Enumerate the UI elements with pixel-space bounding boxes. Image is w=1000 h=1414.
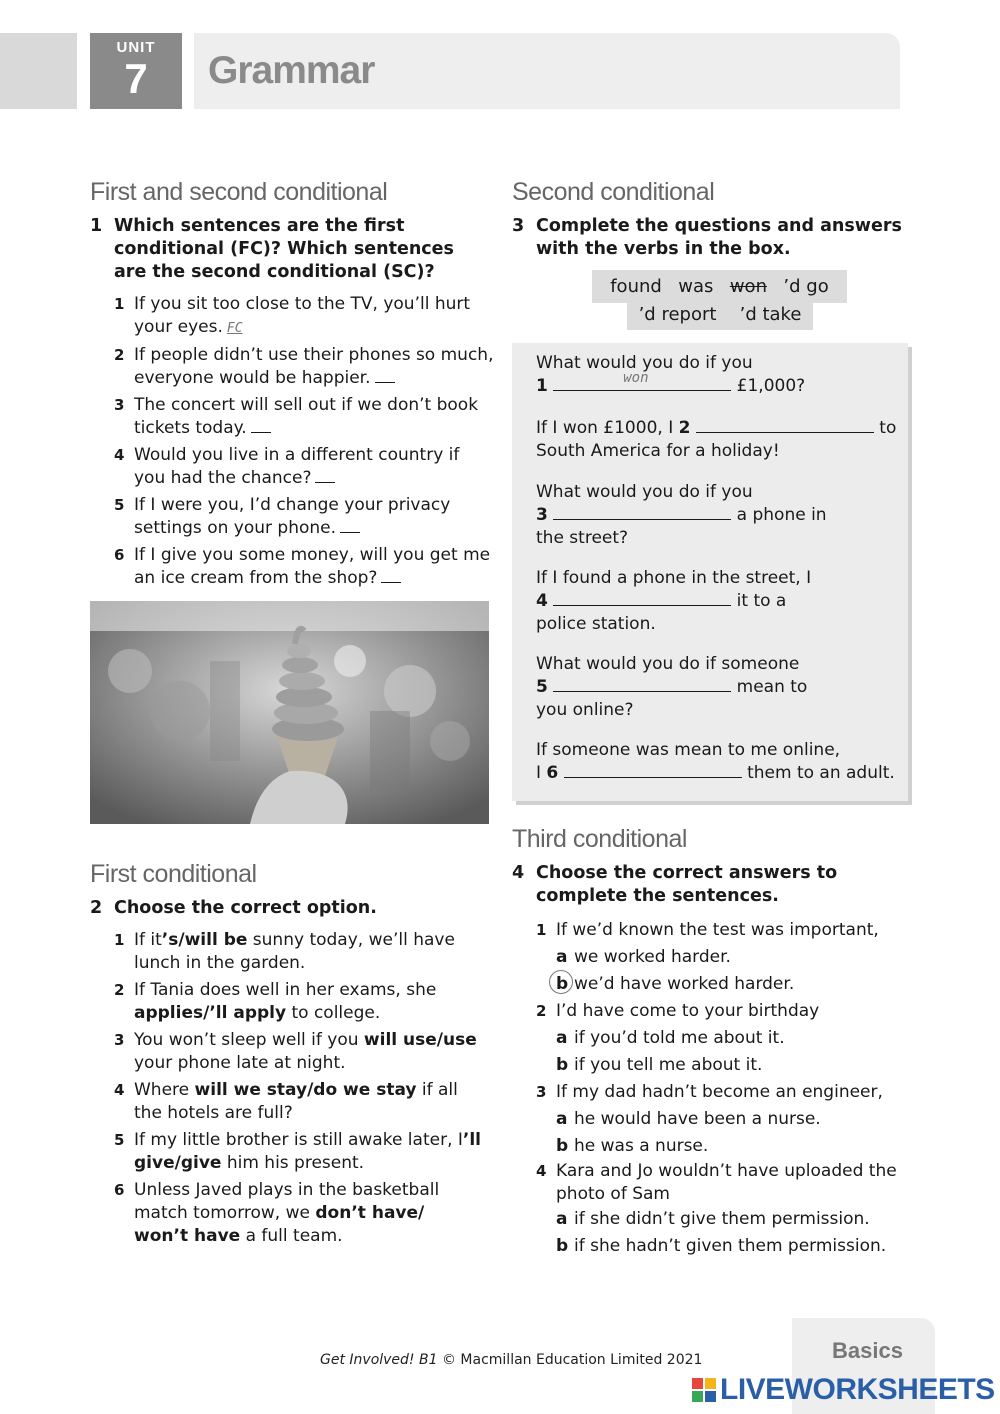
option-letter: a [556,1209,568,1229]
header-left-block [0,33,77,109]
item-text: Kara and Jo wouldn’t have uploaded the photo of Sam [556,1161,897,1204]
question-text: them to an adult. [747,763,895,783]
item-number: 4 [114,446,125,464]
list-item [114,1129,484,1175]
item-text: If Tania does well in her exams, she [134,980,437,1000]
item-text: Would you live in a different country if you had the chance? [134,445,460,488]
option-letter: b [556,974,569,994]
item-text: him his present. [221,1153,365,1173]
list-item [114,444,494,490]
option-a[interactable] [556,944,916,971]
exercise-2-instruction [90,897,490,920]
item-number: 3 [536,505,548,525]
option-letter: a [556,947,568,967]
question-text: you online? [536,700,634,720]
item-text: to college. [286,1003,381,1023]
option-b-selected[interactable] [556,971,916,998]
item-number: 2 [114,981,125,999]
option-letter: a [556,1028,568,1048]
item-number: 2 [678,418,691,438]
list-item [114,929,484,975]
ice-cream-illustration [90,601,489,824]
item-number: 3 [536,1083,547,1101]
list-item [114,494,494,540]
option-text: we worked harder. [574,947,731,967]
question-text: the street? [536,528,629,548]
option-letter: b [556,1236,569,1256]
ice-cream-photo [90,601,489,824]
item-text: sunny today, we’ll have lunch in the garden. [134,930,455,973]
question-text: What would you do if you [536,482,753,502]
item-number: 6 [546,763,559,783]
question-3 [536,481,827,550]
answer-field[interactable] [315,469,335,483]
item-text: If it [134,930,162,950]
question-text: If someone was mean to me online, [536,740,841,760]
copyright-text: © Macmillan Education Limited 2021 [437,1352,703,1368]
question-5 [536,653,807,722]
question-text: police station. [536,614,656,634]
exercise-3-panel [512,343,908,801]
item-number: 6 [114,1181,125,1199]
liveworksheets-brand[interactable] [692,1373,995,1407]
option-choice[interactable]: ’s/will be [161,930,248,950]
question-text: it to a [736,591,787,611]
item-text: You won’t sleep well if you [134,1030,364,1050]
option-choice[interactable]: don’t have/ won’t have [134,1203,425,1246]
instruction-text: Choose the correct answers to complete the sentences. [536,863,838,906]
item-number: 2 [114,346,125,364]
answer-field[interactable] [340,519,360,533]
word-box-item: ’d report [638,303,717,325]
item-text: I’d have come to your birthday [556,1001,820,1021]
exercise-4-list [536,917,916,1260]
page-title: Grammar [208,49,375,92]
section-title-third-conditional: Third conditional [512,825,687,853]
word-box-item: found [610,276,662,297]
question-text: £1,000? [736,376,806,396]
answer-field[interactable] [375,369,395,383]
item-text: Where [134,1080,195,1100]
item-number: 1 [536,376,548,396]
unit-label: UNIT [116,39,156,56]
item-text: The concert will sell out if we don’t book tickets today. [134,395,479,438]
item-text: if all the hotels are full? [134,1080,458,1123]
exercise-1-list [114,293,494,594]
item-text: your phone late at night. [134,1053,346,1073]
item-text: If people didn’t use their phones so much, everyone would be happier. [134,345,494,388]
list-item [114,344,494,390]
section-title-second-conditional: Second conditional [512,178,715,206]
list-item [114,293,494,340]
answer-field[interactable] [553,370,731,391]
instruction-text: Choose the correct option. [114,898,377,918]
item-number: 1 [114,931,125,949]
question-text: South America for a holiday! [536,441,780,461]
answer-field[interactable] [251,419,271,433]
list-item [114,979,484,1025]
item-number: 1 [114,295,125,313]
answer-field[interactable] [564,762,742,778]
list-item [536,917,916,998]
item-text: If I were you, I’d change your privacy settings on your phone. [134,495,451,538]
list-item [114,544,494,590]
option-letter: b [556,1136,569,1156]
word-box-row-2 [627,298,813,330]
handwritten-answer: won [623,370,649,386]
brand-text: LIVEWORKSHEETS [720,1373,995,1406]
question-text: a phone in [736,505,827,525]
basics-label: Basics [832,1338,903,1363]
item-text: If I give you some money, will you get me an ice cream from the shop? [134,545,491,588]
exercise-3-instruction [512,215,912,261]
option-b[interactable] [556,1233,916,1260]
list-item [114,1079,484,1125]
option-text: if she hadn’t given them permission. [574,1236,887,1256]
option-choice[interactable]: ’ll give/give [134,1130,482,1173]
item-number: 6 [114,546,125,564]
item-text: If we’d known the test was important, [556,920,879,940]
item-number: 4 [536,591,548,611]
option-text: if she didn’t give them permission. [574,1209,870,1229]
list-item [114,1179,484,1248]
question-2 [536,417,896,463]
option-choice[interactable]: will use/use [363,1030,477,1050]
item-number: 4 [114,1081,125,1099]
list-item [536,1079,916,1160]
question-text: I [536,763,542,783]
option-choice[interactable]: will we stay/do we stay [194,1080,417,1100]
item-number: 1 [536,921,547,939]
question-1 [536,352,805,398]
list-item [536,998,916,1079]
word-box-item: ’d go [783,276,829,297]
option-text: he was a nurse. [574,1136,709,1156]
exercise-number: 1 [90,216,103,236]
option-a[interactable] [556,1025,916,1052]
exercise-number: 2 [90,898,103,918]
option-b[interactable] [556,1133,916,1160]
list-item [114,1029,484,1075]
option-text: we’d have worked harder. [574,974,795,994]
item-text: If my little brother is still awake later, I [134,1130,463,1150]
list-item [536,1160,916,1260]
item-number: 5 [114,1131,125,1149]
option-text: he would have been a nurse. [574,1109,821,1129]
item-text: If my dad hadn’t become an engineer, [556,1082,883,1102]
liveworksheets-logo-icon [692,1378,716,1402]
option-letter: a [556,1109,568,1129]
item-number: 4 [536,1162,547,1180]
question-text: mean to [736,677,808,697]
question-text: What would you do if someone [536,654,800,674]
answer-field[interactable] [553,504,731,520]
item-number: 3 [114,396,125,414]
question-6 [536,739,895,785]
item-number: 5 [114,496,125,514]
option-b[interactable] [556,1052,916,1079]
word-box-item-used: won [729,276,767,297]
unit-badge [90,33,182,109]
option-letter: b [556,1055,569,1075]
exercise-number: 4 [512,863,525,883]
item-number: 5 [536,677,548,697]
item-text: a full team. [240,1226,343,1246]
exercise-2-list [114,929,484,1252]
item-number: 3 [114,1031,125,1049]
word-box-item: ’d take [739,303,802,325]
section-title-first-conditional: First conditional [90,860,257,888]
footer-copyright [320,1352,702,1368]
answer-field[interactable]: FC [226,321,243,336]
option-a[interactable] [556,1106,916,1133]
option-choice[interactable]: applies/’ll apply [134,1003,287,1023]
option-text: if you’d told me about it. [574,1028,785,1048]
exercise-number: 3 [512,216,525,236]
word-box-item: was [678,276,714,297]
option-text: if you tell me about it. [574,1055,763,1075]
answer-field[interactable] [381,569,401,583]
item-number: 2 [536,1002,547,1020]
book-title: Get Involved! B1 [320,1352,438,1368]
question-text: If I found a phone in the street, I [536,568,812,588]
list-item [114,394,494,440]
question-text: to [879,418,897,438]
question-text: If I won £1000, I [536,418,674,438]
option-a[interactable] [556,1206,916,1233]
instruction-text: Complete the questions and answers with the verbs in the box. [536,216,902,259]
answer-field[interactable] [553,590,731,606]
exercise-1-instruction [90,215,490,284]
answer-field[interactable] [553,676,731,692]
exercise-4-instruction [512,862,912,908]
section-title-first-second-conditional: First and second conditional [90,178,388,206]
unit-number: 7 [124,55,148,102]
instruction-text: Which sentences are the first conditional (FC)? Which sentences are the second conditional (SC)? [114,216,454,282]
answer-field[interactable] [696,417,874,433]
question-4 [536,567,811,636]
header-bar [194,33,900,109]
item-text: If you sit too close to the TV, you’ll hurt your eyes. [134,294,471,337]
question-text: What would you do if you [536,353,753,373]
item-text: Unless Javed plays in the basketball match tomorrow, we [134,1180,440,1223]
